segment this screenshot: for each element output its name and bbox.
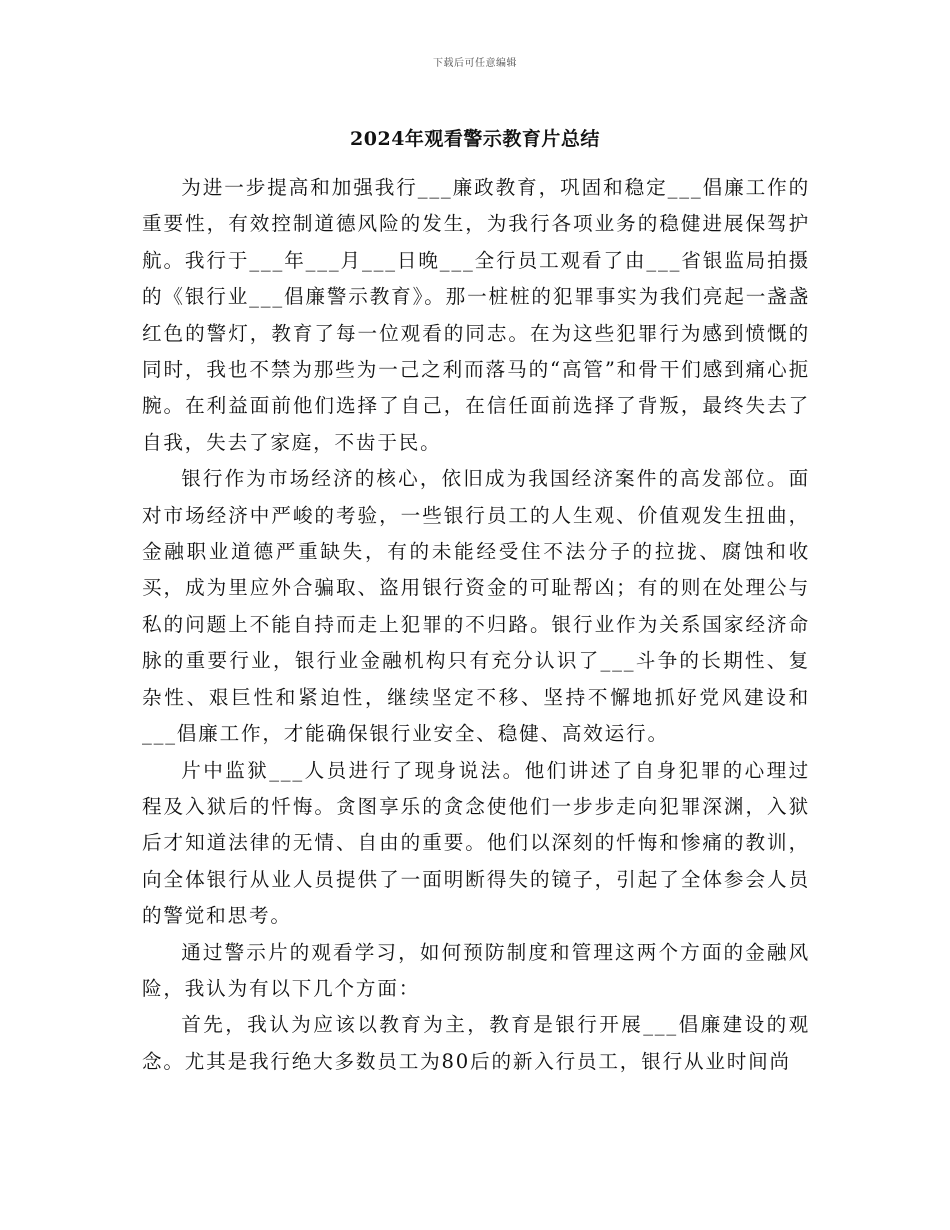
document-body (142, 170, 810, 1080)
paragraph: 片中监狱___人员进行了现身说法。他们讲述了自身犯罪的心理过程及入狱后的忏悔。贪图享乐的贪念使他们一步步走向犯罪深渊，入狱后才知道法律的无情、自由的重要。他们以深刻的忏悔和惨痛的教训，向全体银行从业人员提供了一面明断得失的镜子，引起了全体参会人员的警觉和思考。 (142, 758, 810, 928)
header-note: 下载后可任意编辑 (433, 58, 517, 69)
paragraph: 通过警示片的观看学习，如何预防制度和管理这两个方面的金融风险，我认为有以下几个方面： (142, 940, 810, 1000)
document-title: 2024年观看警示教育片总结 (350, 128, 600, 150)
paragraph: 首先，我认为应该以教育为主，教育是银行开展___倡廉建设的观念。尤其是我行绝大多数员工为80后的新入行员工，银行从业时间尚 (142, 1013, 810, 1073)
paragraph: 为进一步提高和加强我行___廉政教育，巩固和稳定___倡廉工作的重要性，有效控制道德风险的发生，为我行各项业务的稳健进展保驾护航。我行于___年___月___日晚___全行员工观看了由___省银监局拍摄的《银行业___倡廉警示教育》。那一桩桩的犯罪事实为我们亮起一盏盏红色的警灯，教育了每一位观看的同志。在为这些犯罪行为感到愤慨的同时，我也不禁为那些为一己之利而落马的“高管”和骨干们感到痛心扼腕。在利益面前他们选择了自己，在信任面前选择了背叛，最终失去了自我，失去了家庭，不齿于民。 (142, 176, 810, 454)
paragraph: 银行作为市场经济的核心，依旧成为我国经济案件的高发部位。面对市场经济中严峻的考验，一些银行员工的人生观、价值观发生扭曲，金融职业道德严重缺失，有的未能经受住不法分子的拉拢、腐蚀和收买，成为里应外合骗取、盗用银行资金的可耻帮凶；有的则在处理公与私的问题上不能自持而走上犯罪的不归路。银行业作为关系国家经济命脉的重要行业，银行业金融机构只有充分认识了___斗争的长期性、复杂性、艰巨性和紧迫性，继续坚定不移、坚持不懈地抓好党风建设和___倡廉工作，才能确保银行业安全、稳健、高效运行。 (142, 467, 810, 746)
